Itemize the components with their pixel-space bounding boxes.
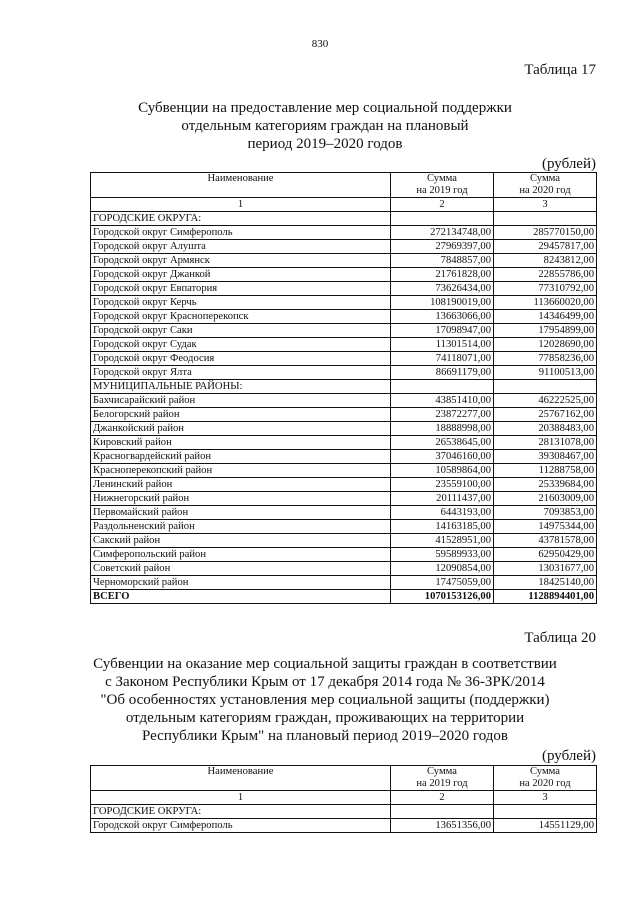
row-value-2019: 23872277,00 [391, 408, 494, 422]
row-value-2019: 14163185,00 [391, 520, 494, 534]
row-value-2020: 77858236,00 [494, 352, 597, 366]
row-value-2020: 77310792,00 [494, 282, 597, 296]
colnum-1: 1 [91, 791, 391, 805]
table-row [91, 226, 597, 240]
table20 [90, 765, 597, 833]
row-name: Нижнегорский район [91, 492, 391, 506]
row-value-2020: 46222525,00 [494, 394, 597, 408]
row-value-2020: 62950429,00 [494, 548, 597, 562]
table-row [91, 324, 597, 338]
total-value-2019: 1070153126,00 [391, 590, 494, 604]
row-value-2019: 43851410,00 [391, 394, 494, 408]
row-value-2019: 23559100,00 [391, 478, 494, 492]
row-value-2019 [391, 380, 494, 394]
table17-caption-line: Субвенции на предоставление мер социальной поддержки [138, 100, 512, 116]
row-name: Городской округ Саки [91, 324, 391, 338]
row-name: Городской округ Феодосия [91, 352, 391, 366]
row-name: Кировский район [91, 436, 391, 450]
table-row [91, 282, 597, 296]
row-value-2019: 272134748,00 [391, 226, 494, 240]
total-label: ВСЕГО [91, 590, 391, 604]
colnum-1: 1 [91, 198, 391, 212]
colnum-3: 3 [494, 198, 597, 212]
row-value-2020: 17954899,00 [494, 324, 597, 338]
row-value-2020: 39308467,00 [494, 450, 597, 464]
table-row [91, 296, 597, 310]
row-value-2020: 22855786,00 [494, 268, 597, 282]
table-row [91, 464, 597, 478]
row-value-2019: 108190019,00 [391, 296, 494, 310]
row-value-2019: 13651356,00 [391, 819, 494, 833]
row-value-2020: 91100513,00 [494, 366, 597, 380]
row-value-2019: 74118071,00 [391, 352, 494, 366]
row-value-2019: 17475059,00 [391, 576, 494, 590]
row-value-2019: 86691179,00 [391, 366, 494, 380]
row-value-2020: 8243812,00 [494, 254, 597, 268]
header-sum-2019-line2: на 2019 год [416, 778, 468, 789]
row-value-2019: 27969397,00 [391, 240, 494, 254]
table20-label: Таблица 20 [524, 630, 596, 646]
row-name: ГОРОДСКИЕ ОКРУГА: [91, 805, 391, 819]
row-value-2020: 18425140,00 [494, 576, 597, 590]
row-name: Городской округ Евпатория [91, 282, 391, 296]
row-value-2020: 113660020,00 [494, 296, 597, 310]
row-value-2020: 21603009,00 [494, 492, 597, 506]
row-name: ГОРОДСКИЕ ОКРУГА: [91, 212, 391, 226]
row-value-2020: 29457817,00 [494, 240, 597, 254]
row-value-2019: 7848857,00 [391, 254, 494, 268]
table-row [91, 338, 597, 352]
table20-header-row [91, 766, 597, 791]
header-sum-2020-line1: Сумма [530, 173, 560, 184]
row-value-2020: 43781578,00 [494, 534, 597, 548]
total-value-2020: 1128894401,00 [494, 590, 597, 604]
table17-unit: (рублей) [541, 156, 596, 172]
row-value-2020: 13031677,00 [494, 562, 597, 576]
row-name: Городской округ Джанкой [91, 268, 391, 282]
row-value-2019: 13663066,00 [391, 310, 494, 324]
row-name: Ленинский район [91, 478, 391, 492]
table-row [91, 492, 597, 506]
row-name: Симферопольский район [91, 548, 391, 562]
table-row [91, 478, 597, 492]
table-row [91, 380, 597, 394]
row-name: Городской округ Судак [91, 338, 391, 352]
table-row [91, 352, 597, 366]
header-sum-2019-line2: на 2019 год [416, 185, 468, 196]
colnum-2: 2 [391, 198, 494, 212]
row-name: Сакский район [91, 534, 391, 548]
row-value-2020: 14975344,00 [494, 520, 597, 534]
table20-caption-line: "Об особенностях установления мер социальной защиты (поддержки) [100, 692, 550, 708]
table17-colnum-row [91, 198, 597, 212]
header-sum-2020 [494, 766, 597, 791]
table-row [91, 534, 597, 548]
row-value-2020: 12028690,00 [494, 338, 597, 352]
page-number: 830 [311, 38, 329, 50]
table17-label: Таблица 17 [524, 62, 596, 78]
row-value-2019: 12090854,00 [391, 562, 494, 576]
table-row [91, 436, 597, 450]
table-row [91, 422, 597, 436]
row-value-2020 [494, 212, 597, 226]
table-row [91, 366, 597, 380]
table20-caption [50, 655, 600, 745]
row-value-2020: 11288758,00 [494, 464, 597, 478]
table-row [91, 562, 597, 576]
table17-header-row [91, 173, 597, 198]
row-name: МУНИЦИПАЛЬНЫЕ РАЙОНЫ: [91, 380, 391, 394]
total-row [91, 590, 597, 604]
table20-caption-line: отдельным категориям граждан, проживающих на территории [125, 710, 525, 726]
row-value-2020: 28131078,00 [494, 436, 597, 450]
table-row [91, 819, 597, 833]
row-name: Городской округ Симферополь [91, 819, 391, 833]
row-value-2019: 18888998,00 [391, 422, 494, 436]
row-name: Городской округ Армянск [91, 254, 391, 268]
row-value-2019: 21761828,00 [391, 268, 494, 282]
row-value-2020: 14346499,00 [494, 310, 597, 324]
row-name: Городской округ Керчь [91, 296, 391, 310]
row-value-2019 [391, 212, 494, 226]
table20-unit: (рублей) [541, 748, 596, 764]
row-value-2020: 20388483,00 [494, 422, 597, 436]
row-value-2019: 10589864,00 [391, 464, 494, 478]
row-value-2020: 7093853,00 [494, 506, 597, 520]
table17-caption [60, 99, 590, 153]
table20-caption-line: с Законом Республики Крым от 17 декабря 2014 года № 36-ЗРК/2014 [105, 674, 545, 690]
colnum-2: 2 [391, 791, 494, 805]
table-row [91, 268, 597, 282]
row-value-2020 [494, 380, 597, 394]
row-value-2019: 11301514,00 [391, 338, 494, 352]
table17 [90, 172, 597, 604]
table-row [91, 576, 597, 590]
row-value-2019 [391, 805, 494, 819]
row-value-2020: 25767162,00 [494, 408, 597, 422]
row-name: Красноперекопский район [91, 464, 391, 478]
colnum-3: 3 [494, 791, 597, 805]
row-name: Бахчисарайский район [91, 394, 391, 408]
row-name: Белогорский район [91, 408, 391, 422]
row-value-2019: 17098947,00 [391, 324, 494, 338]
table-row [91, 548, 597, 562]
header-sum-2020-line2: на 2020 год [519, 778, 571, 789]
row-value-2020: 25339684,00 [494, 478, 597, 492]
table20-caption-line: Субвенции на оказание мер социальной защиты граждан в соответствии [93, 656, 557, 672]
header-name: Наименование [91, 173, 391, 198]
row-name: Советский район [91, 562, 391, 576]
header-sum-2019-line1: Сумма [427, 173, 457, 184]
table17-caption-line: период 2019–2020 годов [247, 136, 403, 152]
table20-colnum-row [91, 791, 597, 805]
row-value-2019: 37046160,00 [391, 450, 494, 464]
row-value-2020: 14551129,00 [494, 819, 597, 833]
table-row [91, 408, 597, 422]
table-row [91, 506, 597, 520]
table-row [91, 805, 597, 819]
row-name: Черноморский район [91, 576, 391, 590]
row-value-2020 [494, 805, 597, 819]
table-row [91, 310, 597, 324]
row-value-2019: 41528951,00 [391, 534, 494, 548]
row-name: Джанкойский район [91, 422, 391, 436]
header-sum-2019 [391, 766, 494, 791]
header-sum-2020-line1: Сумма [530, 766, 560, 777]
row-name: Раздольненский район [91, 520, 391, 534]
row-value-2019: 20111437,00 [391, 492, 494, 506]
row-name: Городской округ Симферополь [91, 226, 391, 240]
header-sum-2020 [494, 173, 597, 198]
row-name: Красногвардейский район [91, 450, 391, 464]
row-value-2019: 26538645,00 [391, 436, 494, 450]
table-row [91, 394, 597, 408]
table-row [91, 240, 597, 254]
row-name: Городской округ Ялта [91, 366, 391, 380]
header-name: Наименование [91, 766, 391, 791]
table20-caption-line: Республики Крым" на плановый период 2019–2020 годов [142, 728, 508, 744]
row-value-2019: 6443193,00 [391, 506, 494, 520]
row-value-2019: 73626434,00 [391, 282, 494, 296]
header-sum-2019-line1: Сумма [427, 766, 457, 777]
table-row [91, 520, 597, 534]
header-sum-2020-line2: на 2020 год [519, 185, 571, 196]
header-sum-2019 [391, 173, 494, 198]
table17-caption-line: отдельным категориям граждан на плановый [181, 118, 469, 134]
row-value-2020: 285770150,00 [494, 226, 597, 240]
table-row [91, 254, 597, 268]
row-name: Первомайский район [91, 506, 391, 520]
table-row [91, 450, 597, 464]
row-name: Городской округ Алушта [91, 240, 391, 254]
row-value-2019: 59589933,00 [391, 548, 494, 562]
table-row [91, 212, 597, 226]
row-name: Городской округ Красноперекопск [91, 310, 391, 324]
